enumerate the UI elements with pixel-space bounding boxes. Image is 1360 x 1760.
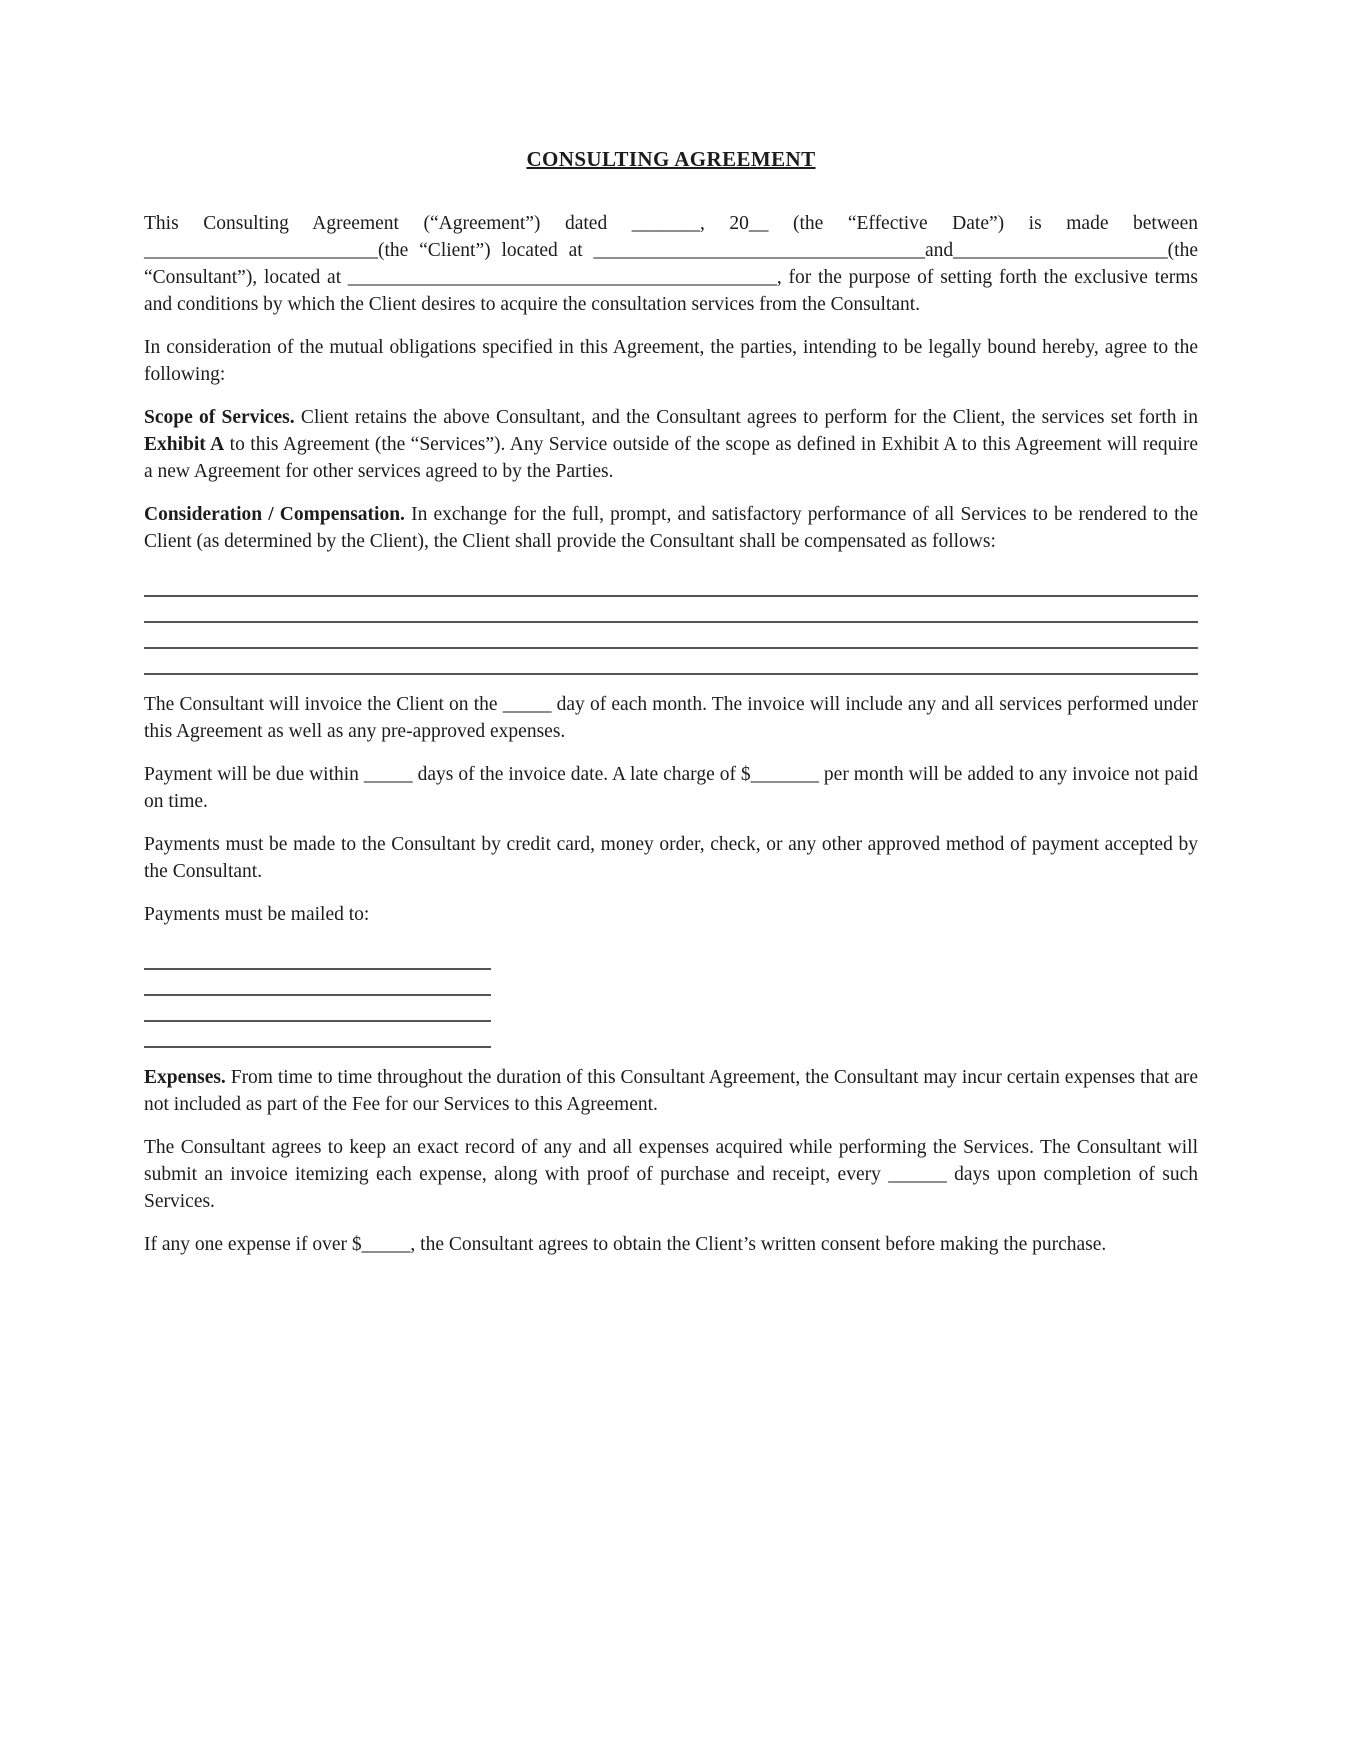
fill-in-line — [144, 970, 491, 996]
fill-in-line — [144, 649, 1198, 675]
compensation-fill-lines — [144, 571, 1198, 675]
compensation-body: In exchange for the full, prompt, and satisfactory performance of all Services to be rendered to the Client (as determined by the Client), the Client shall provide the Consultant shall be compensated as follows: — [144, 504, 1198, 552]
expenses-heading: Expenses. — [144, 1067, 226, 1088]
exhibit-a-reference: Exhibit A — [144, 434, 225, 455]
payment-due-paragraph: Payment will be due within _____ days of the invoice date. A late charge of $_______ per month will be added to any invoice not paid on time. — [144, 764, 1198, 812]
scope-body-part-1: Client retains the above Consultant, and the Consultant agrees to perform for the Client, the services set forth in — [294, 407, 1199, 428]
scope-of-services-heading: Scope of Services. — [144, 407, 295, 428]
scope-body-part-2: to this Agreement (the “Services”). Any Service outside of the scope as defined in Exhibit A to this Agreement will require a new Agreement for other services agreed to by the Parties. — [144, 434, 1198, 482]
mailing-address-label: Payments must be mailed to: — [144, 904, 370, 925]
compensation-heading: Consideration / Compensation. — [144, 504, 405, 525]
intro-paragraph: This Consulting Agreement (“Agreement”) dated _______, 20__ (the “Effective Date”) is made between ________________________(the “Client”) located at __________________________________and______________________(the “Consultant”), located at ____________________________________________, for the purpose of setting forth the exclusive terms and conditions by which the Client desires to acquire the consultation services from the Consultant. — [144, 213, 1198, 315]
expense-records-paragraph: The Consultant agrees to keep an exact record of any and all expenses acquired while performing the Services. The Consultant will submit an invoice itemizing each expense, along with proof of purchase and receipt, every ______ days upon completion of such Services. — [144, 1137, 1198, 1212]
scope-of-services-paragraph — [144, 404, 1198, 485]
expense-limit-paragraph: If any one expense if over $_____, the Consultant agrees to obtain the Client’s written consent before making the purchase. — [144, 1234, 1107, 1255]
invoice-paragraph: The Consultant will invoice the Client on the _____ day of each month. The invoice will include any and all services performed under this Agreement as well as any pre-approved expenses. — [144, 694, 1198, 742]
expenses-body: From time to time throughout the duration of this Consultant Agreement, the Consultant may incur certain expenses that are not included as part of the Fee for our Services to this Agreement. — [144, 1067, 1198, 1115]
document-content — [144, 144, 1198, 1274]
fill-in-line — [144, 1022, 491, 1048]
consideration-intro-paragraph: In consideration of the mutual obligations specified in this Agreement, the parties, intending to be legally bound hereby, agree to the following: — [144, 337, 1198, 385]
fill-in-line — [144, 944, 491, 970]
fill-in-line — [144, 996, 491, 1022]
fill-in-line — [144, 597, 1198, 623]
fill-in-line — [144, 571, 1198, 597]
compensation-paragraph — [144, 501, 1198, 555]
fill-in-line — [144, 623, 1198, 649]
payment-method-paragraph: Payments must be made to the Consultant by credit card, money order, check, or any other approved method of payment accepted by the Consultant. — [144, 834, 1198, 882]
document-title: CONSULTING AGREEMENT — [526, 147, 816, 171]
mailing-address-fill-lines — [144, 944, 1198, 1048]
expenses-paragraph — [144, 1064, 1198, 1118]
